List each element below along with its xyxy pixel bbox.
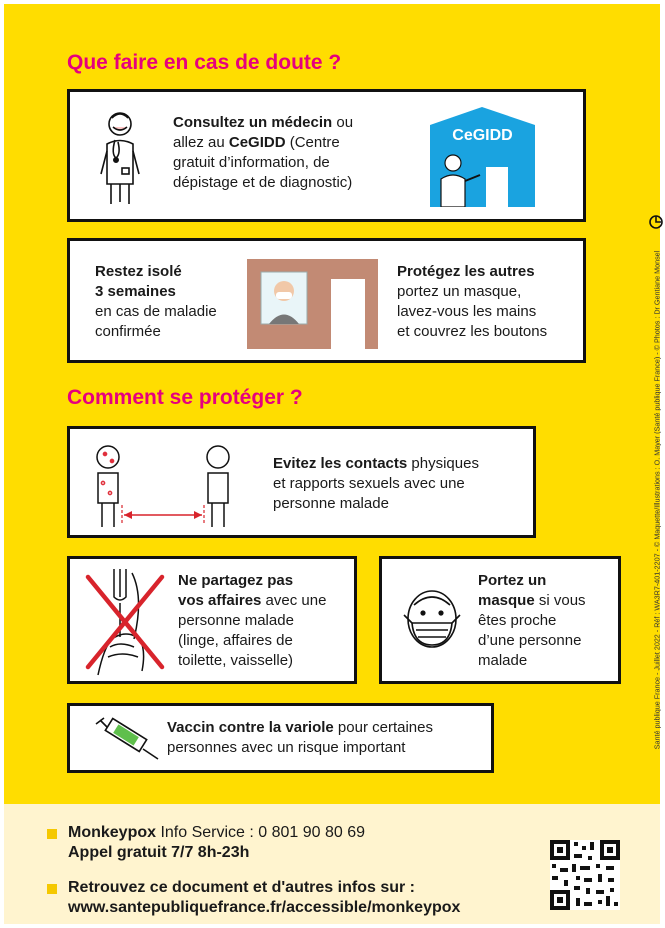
isolated-room-icon [247, 259, 378, 349]
isolate-bold-1: Restez isolé [95, 263, 182, 280]
vaccine-text-2: personnes avec un risque important [167, 739, 406, 756]
protect-text-2: lavez-vous les mains [397, 303, 537, 320]
contacts-text-2: et rapports sexuels avec une [273, 475, 465, 492]
mask-text-2: êtes proche [478, 612, 557, 629]
isolate-text-1: en cas de maladie [95, 303, 217, 320]
protect-text-1: portez un masque, [397, 283, 522, 300]
protect-bold-1: Protégez les autres [397, 263, 535, 280]
qr-code-icon[interactable] [550, 840, 620, 910]
avoid-contacts-card [67, 426, 536, 538]
avoid-contacts-text [273, 454, 533, 514]
share-text-1: avec une [261, 592, 327, 609]
share-text-3: (linge, affaires de [178, 632, 293, 649]
syringe-icon [92, 716, 162, 762]
contacts-bold-1: Evitez les contacts [273, 455, 408, 472]
section-title-doute: Que faire en cas de doute ? [67, 51, 342, 74]
side-credit [650, 220, 664, 780]
wear-mask-text [478, 571, 618, 671]
protect-others-text [397, 262, 587, 342]
footer-bullet-1 [47, 829, 57, 839]
mask-bold-2: masque [478, 592, 535, 609]
isolate-bold-2: 3 semaines [95, 283, 176, 300]
contacts-text-1: physiques [407, 455, 479, 472]
consult-text-5: dépistage et de diagnostic) [173, 174, 353, 191]
share-text-2: personne malade [178, 612, 294, 629]
vaccine-text-1: pour certaines [333, 719, 433, 736]
cegidd-building-icon [430, 107, 535, 207]
consult-text-1: ou [332, 114, 354, 131]
side-credit-text: Santé publique France - Juillet 2022 - Réf : WA3R7-401-2207 - © Maquette/Illustrations : O. Mayer (Santé publique France) - © Photos : Dr Gentiane Monsel [652, 250, 662, 750]
isolate-text [95, 262, 255, 342]
mask-bold-1: Portez un [478, 572, 547, 589]
mask-text-3: d’une personne [478, 632, 582, 649]
consult-text-4: gratuit d’information, de [173, 154, 330, 171]
masked-face-icon [400, 585, 464, 653]
document-line: Retrouvez ce document et d'autres infos sur : [68, 879, 415, 896]
vaccine-bold-1: Vaccin contre la variole [167, 719, 334, 736]
website-link[interactable]: www.santepubliquefrance.fr/accessible/monkeypox [68, 899, 461, 916]
service-phone: Info Service : 0 801 90 80 69 [156, 824, 366, 841]
consult-bold-1: Consultez un médecin [173, 114, 333, 131]
consult-doctor-card [67, 89, 586, 222]
mask-text-4: malade [478, 652, 528, 669]
distance-people-icon [90, 441, 250, 531]
cegidd-logo-label: CeGIDD [452, 127, 513, 144]
info-service-line [68, 823, 365, 843]
share-bold-2: vos affaires [178, 592, 262, 609]
service-name: Monkeypox [68, 824, 157, 841]
share-bold-1: Ne partagez pas [178, 572, 294, 589]
consult-text [173, 113, 403, 193]
isolate-card [67, 238, 586, 363]
share-text-4: toilette, vaisselle) [178, 652, 294, 669]
dont-share-card [67, 556, 357, 684]
no-sharing-cutlery-icon [80, 567, 170, 679]
consult-text-2: allez au [173, 134, 229, 151]
contacts-text-3: personne malade [273, 495, 389, 512]
dont-share-text [178, 571, 358, 671]
footer-bullet-2 [47, 884, 57, 894]
vaccine-card [67, 703, 494, 773]
section-title-proteger: Comment se protéger ? [67, 386, 303, 409]
isolate-text-2: confirmée [95, 323, 161, 340]
doctor-icon [95, 106, 145, 208]
service-hours: Appel gratuit 7/7 8h-23h [68, 844, 250, 861]
consult-bold-2: CeGIDD [228, 134, 286, 151]
protect-text-3: et couvrez les boutons [397, 323, 548, 340]
consult-text-3: (Centre [285, 134, 340, 151]
wear-mask-card [379, 556, 621, 684]
mask-text-1: si vous [534, 592, 586, 609]
vaccine-text [167, 718, 487, 758]
